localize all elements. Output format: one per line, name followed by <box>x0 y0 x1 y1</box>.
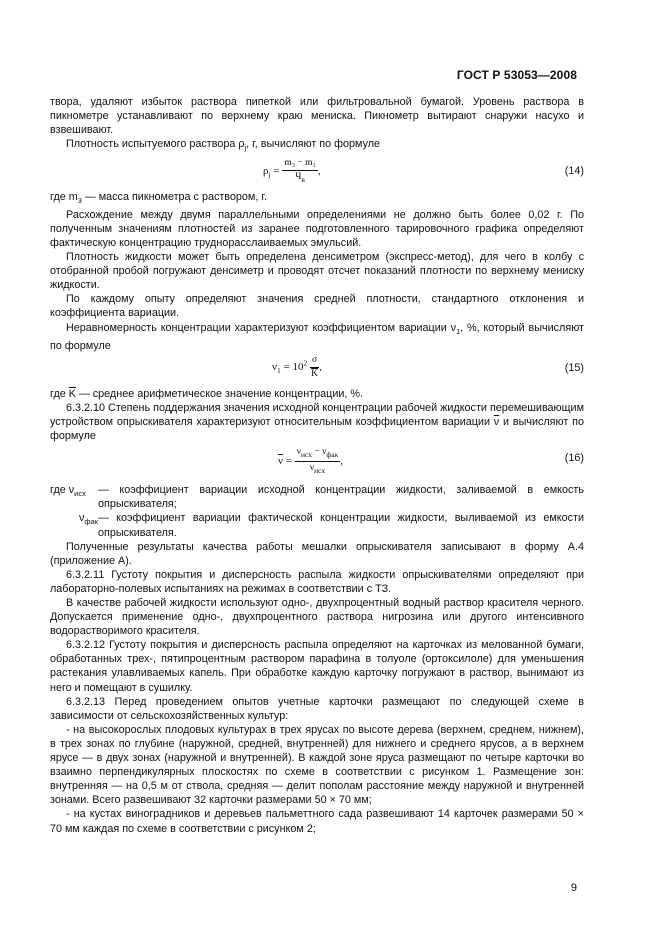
paragraph: Расхождение между двумя параллельными определениями не должно быть более 0,02 г. По полученным значениям плотностей из заранее подготовленного тарировочного графика определяют фактическую концентрацию труднорасслаиваемых эмульсий. <box>50 208 584 249</box>
where-clause: $\nu_{фак}$ — коэффициент вариации фактической концентрации жидкости, выливаемой из емкости опрыскивателя. <box>78 512 584 539</box>
formula-number: (14) <box>564 164 584 177</box>
paragraph: 6.3.2.10 Степень поддержания значения исходной концентрации рабочей жидкости перемешивающим устройством опрыскивателя характеризуют относительным коэффициентом вариации $\overline{\nu}$ и вычисляют по формуле <box>50 401 584 443</box>
formula-16: $\overline{\nu}$ = $\frac{\nu_{исх} - \nu_{фак}}{\nu_{исх}}$ , (16) <box>278 447 584 476</box>
paragraph: где $\overline{K}$ — среднее арифметическое значение концентрации, %. <box>50 387 364 400</box>
formula-number: (15) <box>564 361 584 374</box>
paragraph: Плотность жидкости может быть определена денсиметром (экспресс-метод), для чего в колбу с отобранной пробой погружают денсиметр и проводят отсчет показаний плотности по верхнему мениску жидкости. <box>50 251 584 292</box>
formula-14: $\rho_j$ = $\frac{\text{m₃ − m₁}}{Ч_в}$ , (14) <box>263 157 584 184</box>
list-item: - на кустах виноградников и деревьев пальметтного сада развешивают 14 карточек размерами 50 × 70 мм каждая по схеме в соответствии с рисунком 2; <box>50 808 584 835</box>
paragraph: 6.3.2.12 Густоту покрытия и дисперсность распыла определяют на карточках из мелованной бумаги, обработанных трех-, пятипроцентным раствором парафина в толуоле (ортоксилоле) для уменьшения растекания улавливаемых капель. При обработке каждую карточку погружают в раствор, вынимают из него и помещают в сушилку. <box>50 639 584 694</box>
paragraph: В качестве рабочей жидкости используют одно-, двухпроцентный водный раствор красителя черного. Допускается применение одно-, двухпроцентного раствора нигрозина или другого интенсивного водорастворимого красителя. <box>50 597 584 638</box>
document-header-code: ГОСТ Р 53053—2008 <box>456 68 577 82</box>
page-number: 9 <box>570 882 577 894</box>
paragraph: Полученные результаты качества работы мешалки опрыскивателя записывают в форму А.4 (приложение А). <box>50 540 584 567</box>
list-item: - на высокорослых плодовых культурах в трех ярусах по высоте дерева (верхнем, среднем, нижнем), в трех зонах по глубине (наружной, средней, внутренней) для нижнего и среднего ярусов, а в верхнем ярусе — в двух зонах (наружной и внутренней). В каждой зоне яруса размещают по четыре карточки во взаимно перпендикулярных плоскостях по схеме в соответствии с рисунком 1. Размещение зон: внутренняя — на 0,5 м от ствола, средняя — делит пополам расстояние между наружной и внутренней зонами. Всего развешивают 32 карточки размерами 50 × 70 мм; <box>50 723 584 807</box>
paragraph: Плотность испытуемого раствора $\rho_j$, г, вычисляют по формуле <box>66 138 381 153</box>
paragraph: 6.3.2.11 Густоту покрытия и дисперсность распыла жидкости опрыскивателями определяют при лабораторно-полевых испытаниях на режимах в соответствии с ТЗ. <box>50 568 584 595</box>
formula-15: $\nu_1 = 10^2$ $\frac{\sigma}{K}$ , (15) <box>272 354 584 379</box>
page-body <box>50 95 584 836</box>
paragraph: где $m_3$ — масса пикнометра с раствором, г. <box>50 190 267 205</box>
paragraph: По каждому опыту определяют значения средней плотности, стандартного отклонения и коэффициента вариации. <box>50 293 584 320</box>
paragraph: Неравномерность концентрации характеризуют коэффициентом вариации $\nu_1$, %, который вычисляют по формуле <box>50 321 584 352</box>
paragraph: твора, удаляют избыток раствора пипеткой или фильтровальной бумагой. Уровень раствора в пикнометре устанавливают по верхнему краю мениска. Пикнометр вытирают снаружи насухо и взвешивают. <box>50 96 584 137</box>
formula-number: (16) <box>564 452 584 465</box>
where-clause: где $\nu_{исх}$ — коэффициент вариации исходной концентрации жидкости, заливаемой в емкость опрыскивателя; <box>50 484 584 511</box>
paragraph: 6.3.2.13 Перед проведением опытов учетные карточки размещают по следующей схеме в зависимости от сельскохозяйственных культур: <box>50 695 584 722</box>
